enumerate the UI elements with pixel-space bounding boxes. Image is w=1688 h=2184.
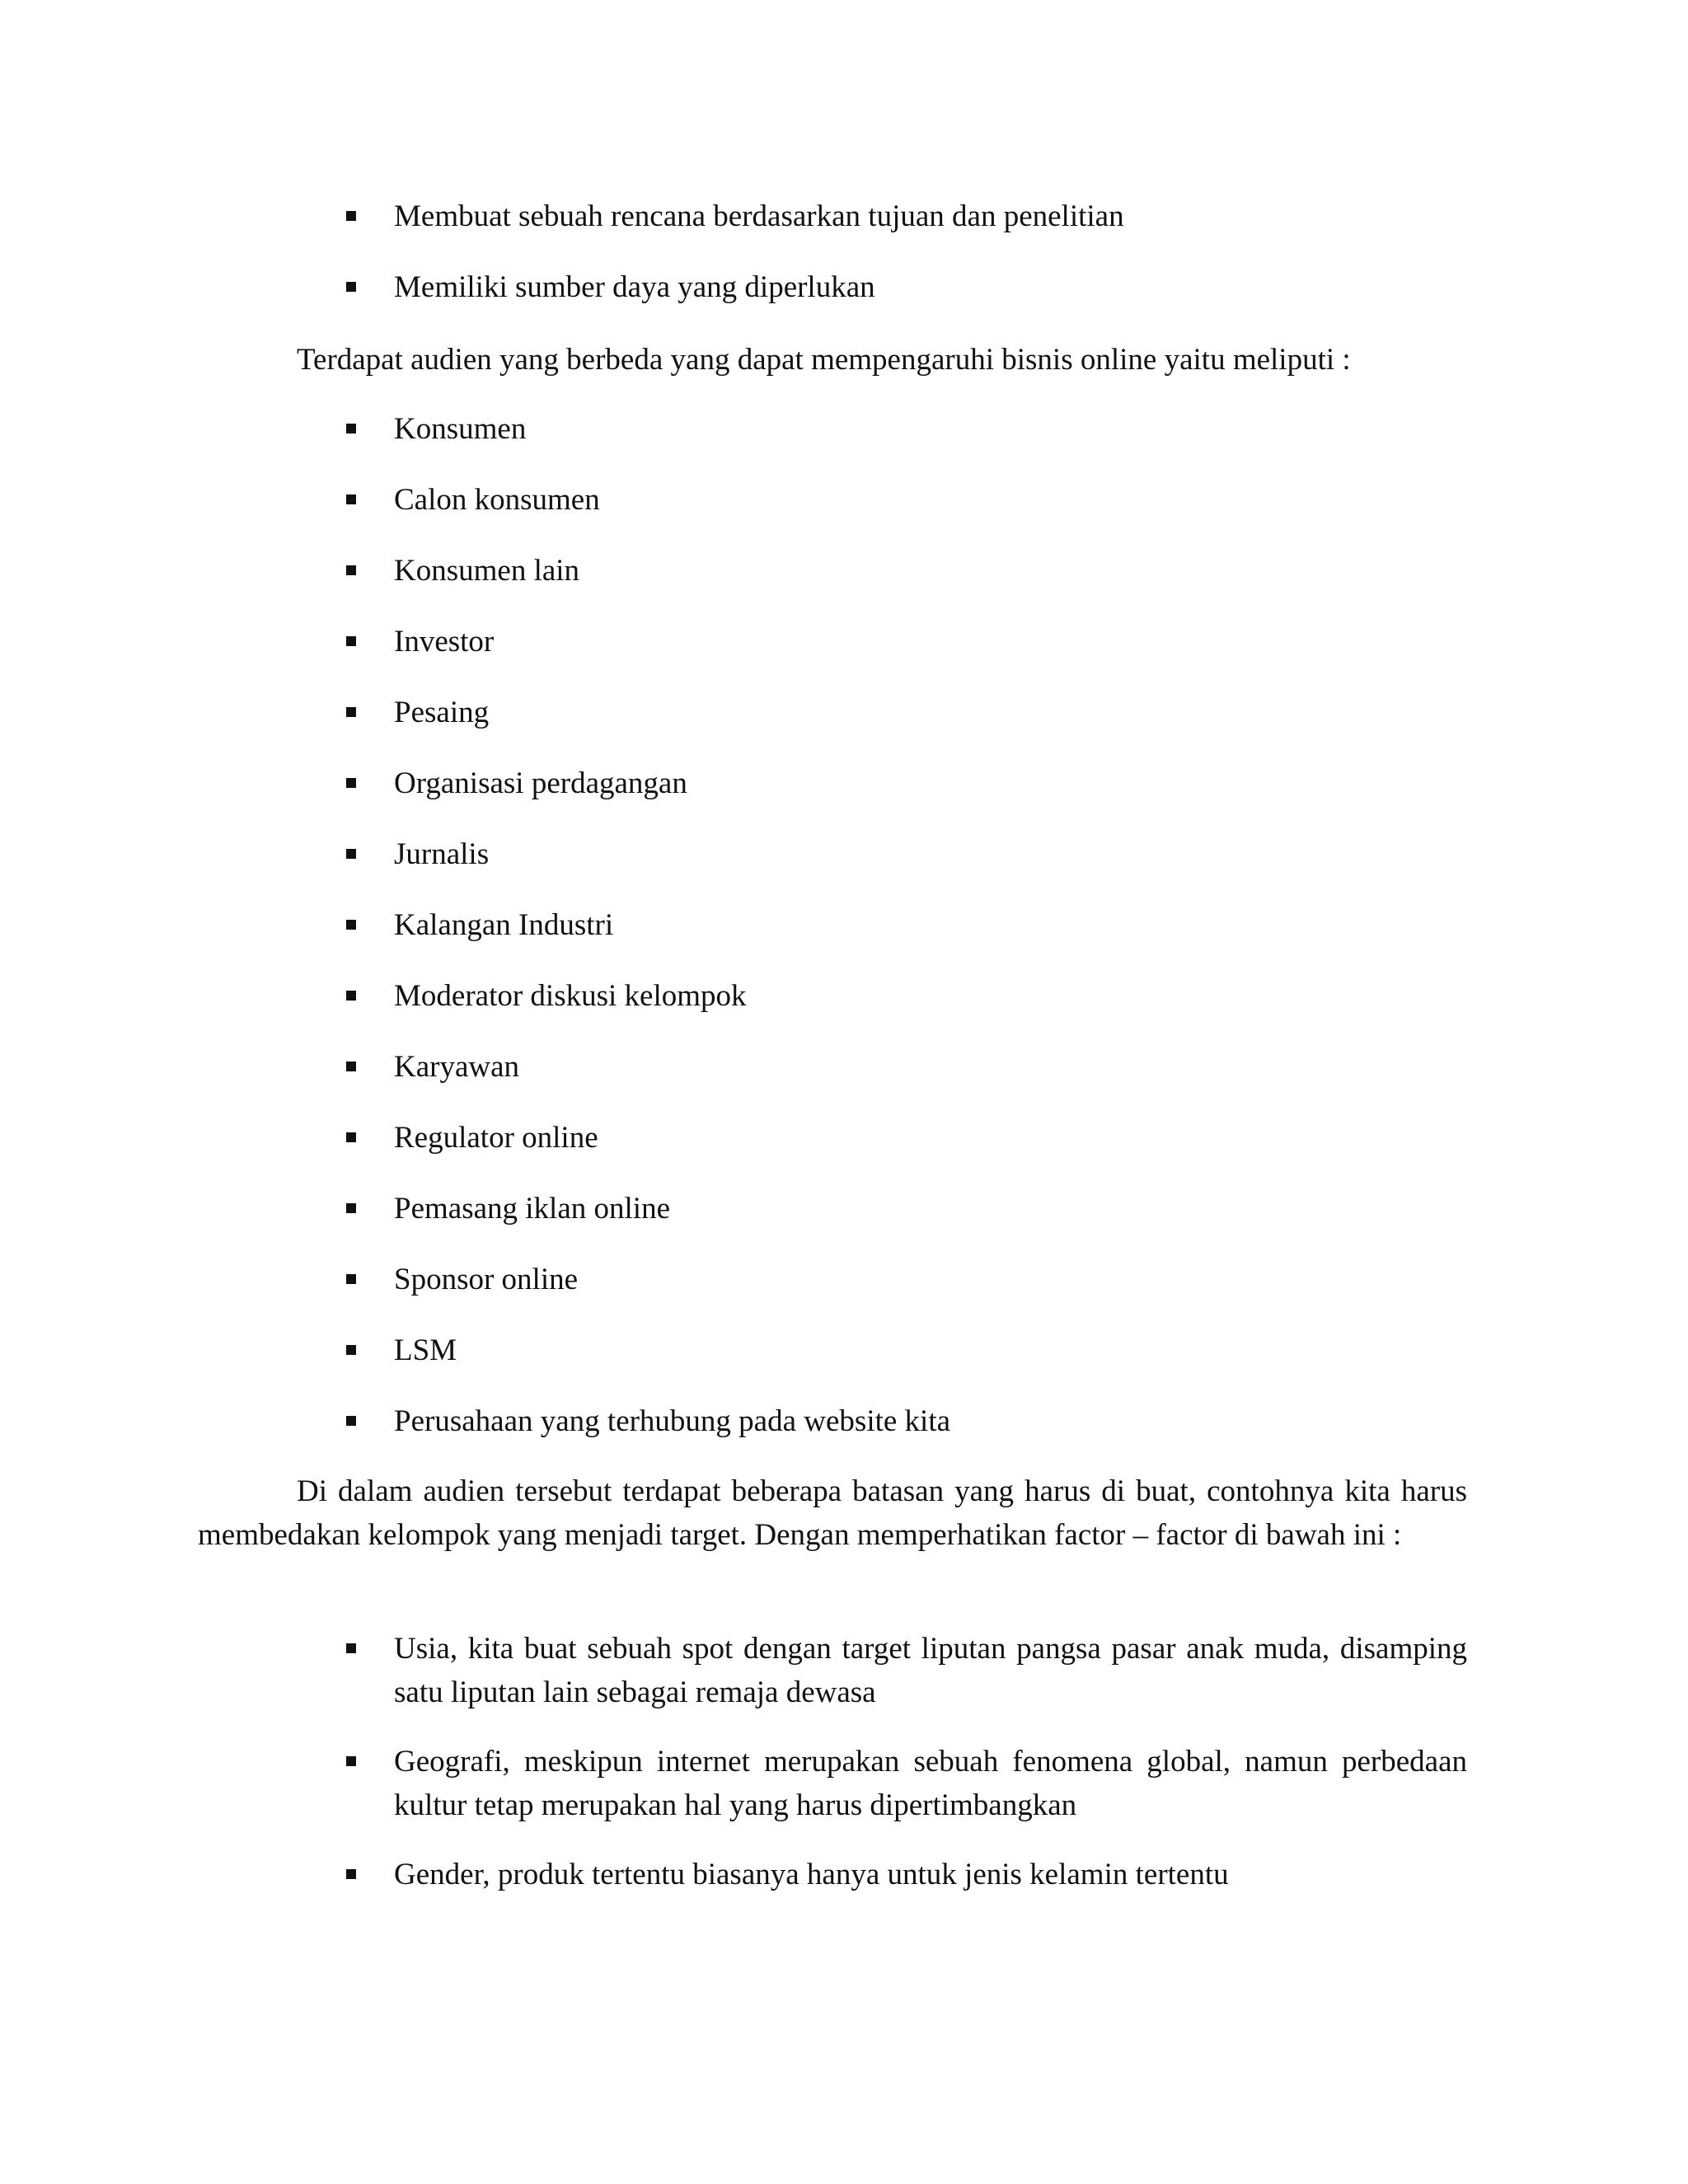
bullet-icon <box>346 1203 356 1213</box>
intro-paragraph: Terdapat audien yang berbeda yang dapat mempengaruhi bisnis online yaitu meliputi : <box>297 343 1351 377</box>
list-item: Sponsor online <box>394 1263 579 1296</box>
list-item: Kalangan Industri <box>394 908 614 942</box>
list-item: Usia, kita buat sebuah spot dengan target liputan pangsa pasar anak muda, disamping satu liputan lain sebagai remaja dewasa <box>394 1632 1467 1709</box>
bullet-icon <box>346 565 356 575</box>
bullet-icon <box>346 1132 356 1142</box>
list-item: Investor <box>394 625 495 658</box>
list-item: Konsumen <box>394 412 527 446</box>
bullet-icon <box>346 494 356 504</box>
bullet-icon <box>346 707 356 717</box>
list-item: Karyawan <box>394 1050 520 1084</box>
bullet-icon <box>346 424 356 434</box>
bullet-icon <box>346 1869 356 1879</box>
list-item: Gender, produk tertentu biasanya hanya untuk jenis kelamin tertentu <box>394 1858 1229 1891</box>
bullet-icon <box>346 211 356 221</box>
bullet-icon <box>346 991 356 1001</box>
bullet-icon <box>346 1643 356 1653</box>
list-item: Pemasang iklan online <box>394 1192 670 1226</box>
bullet-icon <box>346 920 356 930</box>
bullet-icon <box>346 1274 356 1284</box>
list-item: Memiliki sumber daya yang diperlukan <box>394 270 875 304</box>
list-item: Jurnalis <box>394 837 490 871</box>
list-item: Perusahaan yang terhubung pada website kita <box>394 1404 951 1438</box>
bullet-icon <box>346 849 356 859</box>
bullet-icon <box>346 282 356 292</box>
limits-paragraph: Di dalam audien tersebut terdapat beberapa batasan yang harus di buat, contohnya kita harus membedakan kelompok yang menjadi target. Dengan memperhatikan factor – factor di bawah ini : <box>198 1474 1467 1552</box>
list-item: Konsumen lain <box>394 554 580 588</box>
bullet-icon <box>346 1062 356 1071</box>
bullet-icon <box>346 636 356 646</box>
bullet-icon <box>346 1345 356 1355</box>
list-item: Pesaing <box>394 696 490 729</box>
list-item: LSM <box>394 1333 457 1367</box>
list-item: Organisasi perdagangan <box>394 766 687 800</box>
bullet-icon <box>346 778 356 788</box>
bullet-icon <box>346 1416 356 1426</box>
bullet-icon <box>346 1756 356 1766</box>
list-item: Membuat sebuah rencana berdasarkan tujuan dan penelitian <box>394 199 1124 233</box>
list-item: Calon konsumen <box>394 483 600 517</box>
list-item: Geografi, meskipun internet merupakan sebuah fenomena global, namun perbedaan kultur tetap merupakan hal yang harus dipertimbangkan <box>394 1745 1467 1822</box>
list-item: Moderator diskusi kelompok <box>394 979 747 1013</box>
list-item: Regulator online <box>394 1121 598 1155</box>
